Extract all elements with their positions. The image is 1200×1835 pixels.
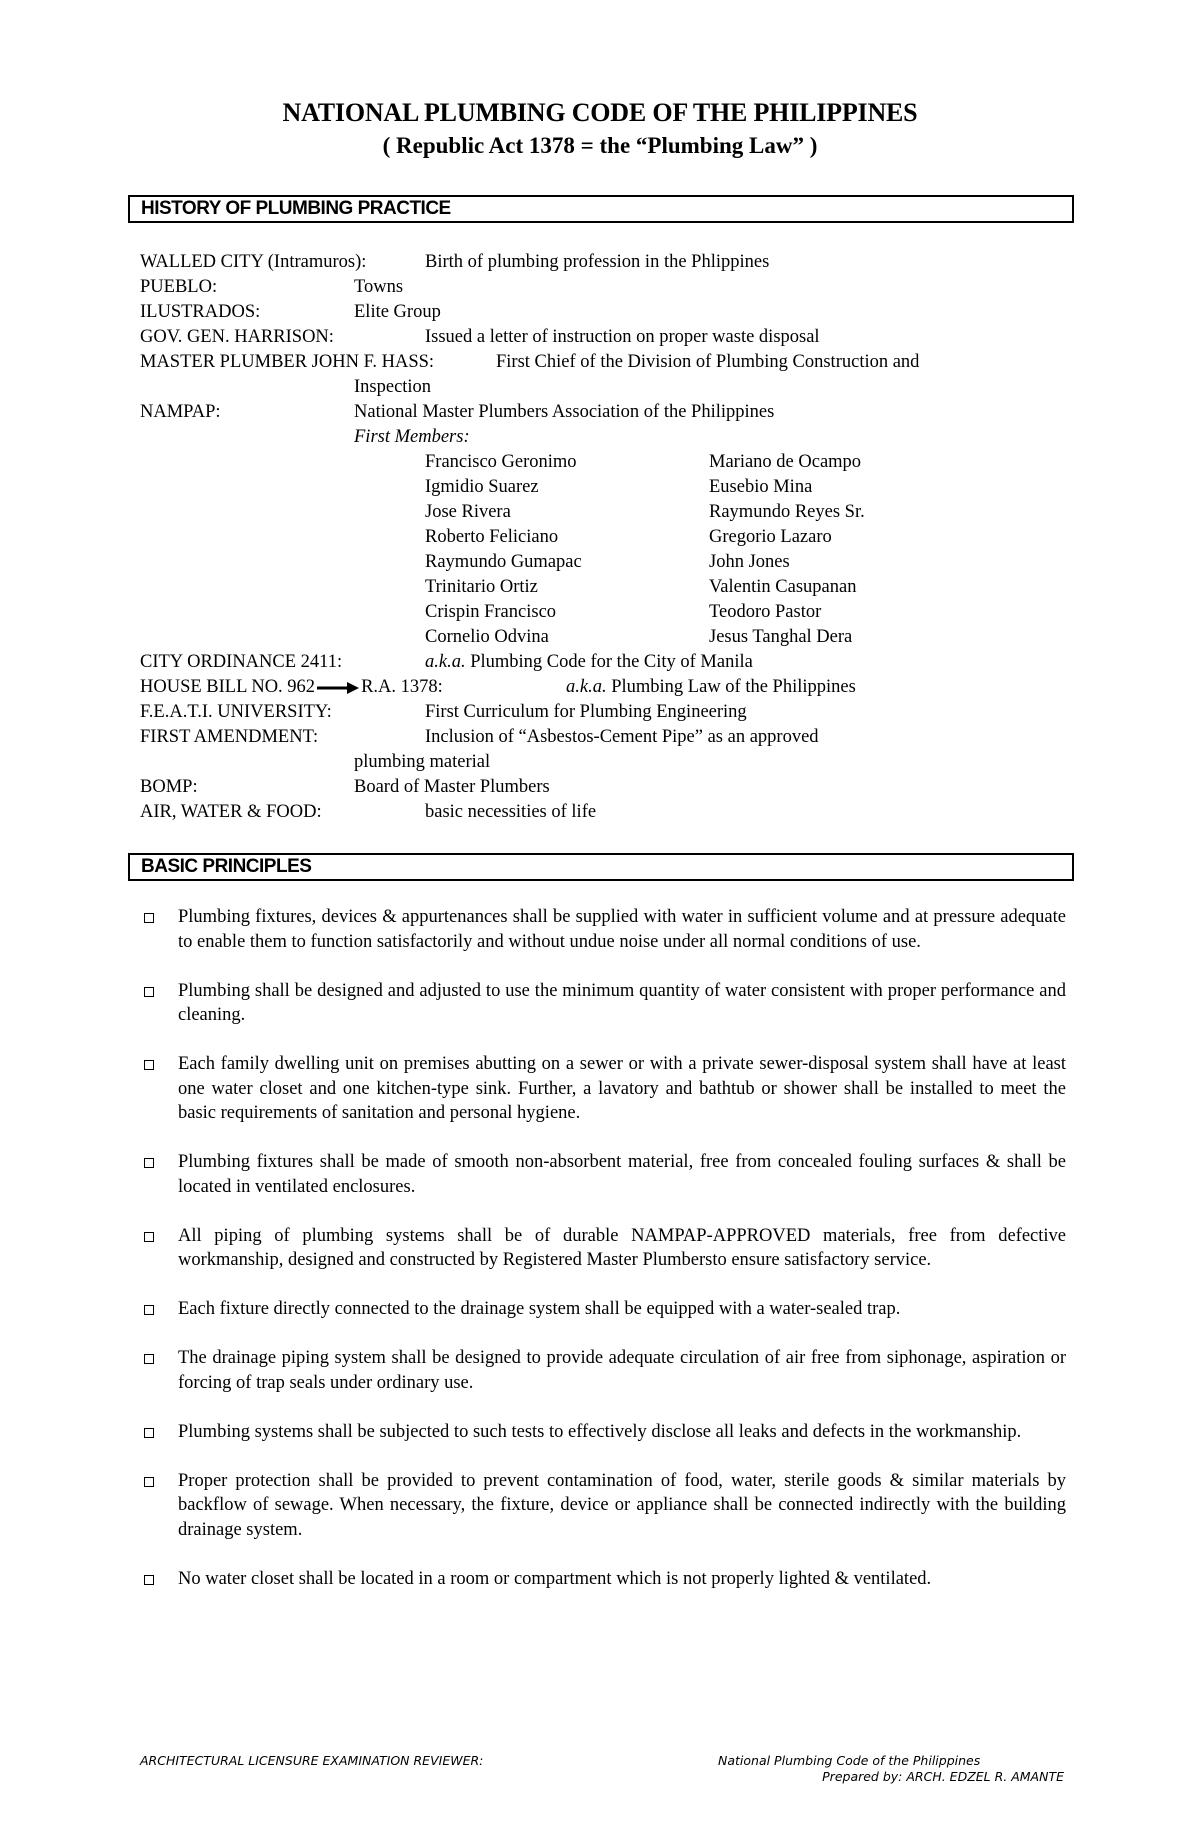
list-item [140,1224,1066,1273]
member-name: Jesus Tanghal Dera [709,627,853,647]
principle-text: The drainage piping system shall be designed to provide adequate circulation of air free from siphonage, aspiration or forcing of trap seals under ordinary use. [178,1348,1066,1393]
list-item [140,979,1066,1028]
principle-text: Each family dwelling unit on premises abutting on a sewer or with a private sewer-disposal system shall have at least one water closet and one kitchen-type sink. Further, a lavatory and bathtub or shower shall be installed to meet the basic requirements of sanitation and personal hygiene. [178,1054,1066,1123]
aka-label: a.k.a. [566,677,607,697]
history-def-hass-cont: Inspection [354,377,432,397]
footer-reviewer-label: ARCHITECTURAL LICENSURE EXAMINATION REVIEWER: [140,1753,484,1768]
member-name: Trinitario Ortiz [425,577,538,597]
checkbox-bullet-icon [144,913,154,923]
list-item [140,1150,1066,1199]
history-def-house-bill [566,675,856,699]
checkbox-bullet-icon [144,1428,154,1438]
history-term-feati: F.E.A.T.I. UNIVERSITY: [140,702,332,722]
history-term-amendment: FIRST AMENDMENT: [140,727,319,747]
checkbox-bullet-icon [144,1060,154,1070]
checkbox-bullet-icon [144,1575,154,1585]
member-name: Cornelio Odvina [425,627,549,647]
history-term-house-bill [140,675,443,699]
member-name: Teodoro Pastor [709,602,822,622]
member-name: Jose Rivera [425,502,511,522]
checkbox-bullet-icon [144,1354,154,1364]
history-def-feati: First Curriculum for Plumbing Engineering [425,702,747,722]
history-def-harrison: Issued a letter of instruction on proper waste disposal [425,327,820,347]
list-item [140,1297,1066,1322]
history-def-awf: basic necessities of life [425,802,597,822]
principle-text: Plumbing fixtures shall be made of smooth non-absorbent material, free from concealed fouling surfaces & shall be located in ventilated enclosures. [178,1152,1066,1197]
history-term-awf: AIR, WATER & FOOD: [140,802,322,822]
aka-label: a.k.a. [425,652,466,672]
history-term-harrison: GOV. GEN. HARRISON: [140,327,334,347]
member-name: John Jones [709,552,790,572]
checkbox-bullet-icon [144,1305,154,1315]
history-def-pueblo: Towns [354,277,404,297]
ordinance-text: Plumbing Code for the City of Manila [470,652,753,672]
principle-text: Plumbing fixtures, devices & appurtenances shall be supplied with water in sufficient volume and at pressure adequate to enable them to function satisfactorily and without undue noise under all normal conditions of use. [178,907,1066,952]
history-def-ilustrados: Elite Group [354,302,441,322]
history-term-nampap: NAMPAP: [140,402,221,422]
footer-doc-title: National Plumbing Code of the Philippines [718,1753,981,1768]
ra-label: R.A. 1378: [361,677,443,697]
principle-text: Plumbing systems shall be subjected to such tests to effectively disclose all leaks and defects in the workmanship. [178,1421,1022,1442]
principle-text: Plumbing shall be designed and adjusted to use the minimum quantity of water consistent with proper performance and cleaning. [178,980,1066,1025]
history-def-bomp: Board of Master Plumbers [354,777,550,797]
history-def-hass: First Chief of the Division of Plumbing Construction and [496,352,920,372]
principle-text: No water closet shall be located in a room or compartment which is not properly lighted & ventilated. [178,1568,932,1589]
document-title: NATIONAL PLUMBING CODE OF THE PHILIPPINES [282,98,918,127]
member-name: Gregorio Lazaro [709,527,832,547]
history-term-bomp: BOMP: [140,777,198,797]
checkbox-bullet-icon [144,987,154,997]
member-name: Eusebio Mina [709,477,813,497]
principle-text: All piping of plumbing systems shall be of durable NAMPAP-APPROVED materials, free from defective workmanship, designed and constructed by Registered Master Plumbersto ensure satisfactory service. [178,1225,1066,1270]
checkbox-bullet-icon [144,1158,154,1168]
house-bill-label: HOUSE BILL NO. 962 [140,677,316,697]
arrow-right-icon [317,682,359,694]
list-item [140,1052,1066,1126]
members-label: First Members: [354,427,470,447]
history-term-ordinance: CITY ORDINANCE 2411: [140,652,343,672]
member-name: Francisco Geronimo [425,452,577,472]
list-item [140,1420,1066,1445]
history-def-amendment: Inclusion of “Asbestos-Cement Pipe” as an approved [425,727,819,747]
list-item [140,905,1066,954]
history-term-ilustrados: ILUSTRADOS: [140,302,261,322]
history-heading: HISTORY OF PLUMBING PRACTICE [128,195,1074,223]
member-name: Crispin Francisco [425,602,557,622]
history-term-walled-city: WALLED CITY (Intramuros): [140,252,367,272]
footer-author: Prepared by: ARCH. EDZEL R. AMANTE [822,1769,1064,1784]
principles-heading: BASIC PRINCIPLES [128,853,1074,881]
history-def-walled-city: Birth of plumbing profession in the Phlippines [425,252,770,272]
history-def-ordinance [425,650,753,674]
list-item [140,1469,1066,1543]
member-name: Valentin Casupanan [709,577,857,597]
history-def-amendment-cont: plumbing material [354,752,491,772]
member-name: Roberto Feliciano [425,527,559,547]
principle-text: Proper protection shall be provided to prevent contamination of food, water, sterile goods & similar materials by backflow of sewage. When necessary, the fixture, device or appliance shall be connected indirectly with the building drainage system. [178,1470,1066,1540]
list-item [140,1567,1066,1592]
member-name: Raymundo Reyes Sr. [709,502,865,522]
member-name: Mariano de Ocampo [709,452,862,472]
checkbox-bullet-icon [144,1477,154,1487]
house-bill-text: Plumbing Law of the Philippines [611,677,856,697]
document-subtitle: ( Republic Act 1378 = the “Plumbing Law” ) [382,133,818,158]
history-term-pueblo: PUEBLO: [140,277,218,297]
member-name: Raymundo Gumapac [425,552,582,572]
member-name: Igmidio Suarez [425,477,539,497]
principle-text: Each fixture directly connected to the drainage system shall be equipped with a water-sealed trap. [178,1299,901,1319]
principles-list [140,905,1066,1616]
list-item [140,1346,1066,1395]
checkbox-bullet-icon [144,1232,154,1242]
history-term-hass: MASTER PLUMBER JOHN F. HASS: [140,352,435,372]
history-def-nampap: National Master Plumbers Association of the Philippines [354,402,775,422]
